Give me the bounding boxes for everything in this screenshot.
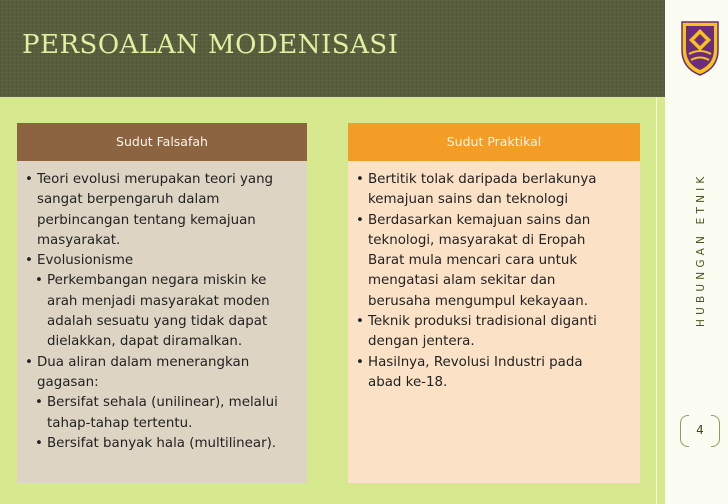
- bullet-item: [25, 353, 299, 394]
- bullet-line: Teknik produksi tradisional diganti: [368, 314, 597, 330]
- panel-sudut-praktikal: [348, 123, 640, 483]
- bullet-item: [356, 211, 632, 312]
- bullet-line: Berdasarkan kemajuan sains dan: [368, 212, 591, 228]
- bullet-line: Barat mula mencari cara untuk: [368, 253, 578, 269]
- university-crest-icon: [680, 20, 720, 76]
- panel-header: Sudut Praktikal: [348, 123, 640, 161]
- bullet-line: Bersifat banyak hala (multilinear).: [47, 435, 277, 451]
- bullet-line: mengatasi alam sekitar dan: [368, 273, 556, 289]
- bullet-item: [356, 170, 632, 211]
- bullet-line: dielakkan, dapat diramalkan.: [47, 334, 243, 350]
- bullet-icon: •: [25, 253, 33, 269]
- course-vertical-label: HUBUNGAN ETNIK: [695, 172, 707, 328]
- bullet-text: [37, 353, 299, 394]
- bullet-line: teknologi, masyarakat di Eropah: [368, 232, 586, 248]
- bullet-icon: •: [25, 354, 33, 370]
- bullet-line: kemajuan sains dan teknologi: [368, 192, 569, 208]
- panel-body: [17, 161, 307, 483]
- bullet-item: [356, 353, 632, 394]
- bullet-line: Bersifat sehala (unilinear), melalui: [47, 395, 278, 411]
- bullet-text: [368, 211, 632, 312]
- bullet-line: Perkembangan negara miskin ke: [47, 273, 267, 289]
- bullet-text: [47, 393, 299, 434]
- bullet-text: [368, 353, 632, 394]
- bullet-icon: •: [356, 212, 364, 228]
- bullet-icon: •: [35, 273, 43, 289]
- bullet-line: tahap-tahap tertentu.: [47, 415, 193, 431]
- panel-body: [348, 161, 640, 483]
- bullet-text: [37, 251, 299, 271]
- bullet-line: sangat berpengaruh dalam: [37, 192, 220, 208]
- slide-title: PERSOALAN MODENISASI: [22, 30, 399, 60]
- bullet-line: berusaha mengumpul kekayaan.: [368, 293, 588, 309]
- bullet-text: [47, 271, 299, 352]
- bullet-text: [368, 312, 632, 353]
- page-number-box: [680, 415, 720, 445]
- bullet-line: masyarakat.: [37, 232, 121, 248]
- bullet-item: [356, 312, 632, 353]
- bullet-item: [25, 170, 299, 251]
- bullet-icon: •: [25, 172, 33, 187]
- bullet-line: arah menjadi masyarakat moden: [47, 293, 270, 309]
- bullet-line: Teori evolusi merupakan teori yang: [37, 172, 274, 187]
- panel-header: Sudut Falsafah: [17, 123, 307, 161]
- bullet-icon: •: [356, 172, 364, 187]
- bullet-item: [25, 251, 299, 271]
- left-bracket-icon: [680, 415, 689, 447]
- bullet-text: [368, 170, 632, 211]
- bullet-line: perbincangan tentang kemajuan: [37, 212, 256, 228]
- bullet-item: [25, 393, 299, 434]
- bullet-line: abad ke-18.: [368, 374, 448, 390]
- right-bracket-icon: [711, 415, 720, 447]
- bullet-item: [25, 434, 299, 454]
- bullet-icon: •: [35, 395, 43, 411]
- bullet-line: gagasan:: [37, 374, 99, 390]
- bullet-icon: •: [356, 354, 364, 370]
- panel-sudut-falsafah: [17, 123, 307, 483]
- bullet-text: [37, 170, 299, 251]
- bullet-icon: •: [35, 435, 43, 451]
- bullet-item: [25, 271, 299, 352]
- bullet-text: [47, 434, 299, 454]
- bullet-line: dengan jentera.: [368, 334, 475, 350]
- vertical-divider: [656, 97, 657, 504]
- title-bar: [0, 0, 665, 97]
- bullet-icon: •: [356, 314, 364, 330]
- bullet-line: adalah sesuatu yang tidak dapat: [47, 314, 268, 330]
- bullet-line: Bertitik tolak daripada berlakunya: [368, 172, 597, 187]
- bullet-line: Hasilnya, Revolusi Industri pada: [368, 354, 583, 370]
- bullet-line: Evolusionisme: [37, 253, 134, 269]
- page-number: 4: [696, 423, 704, 437]
- bullet-line: Dua aliran dalam menerangkan: [37, 354, 250, 370]
